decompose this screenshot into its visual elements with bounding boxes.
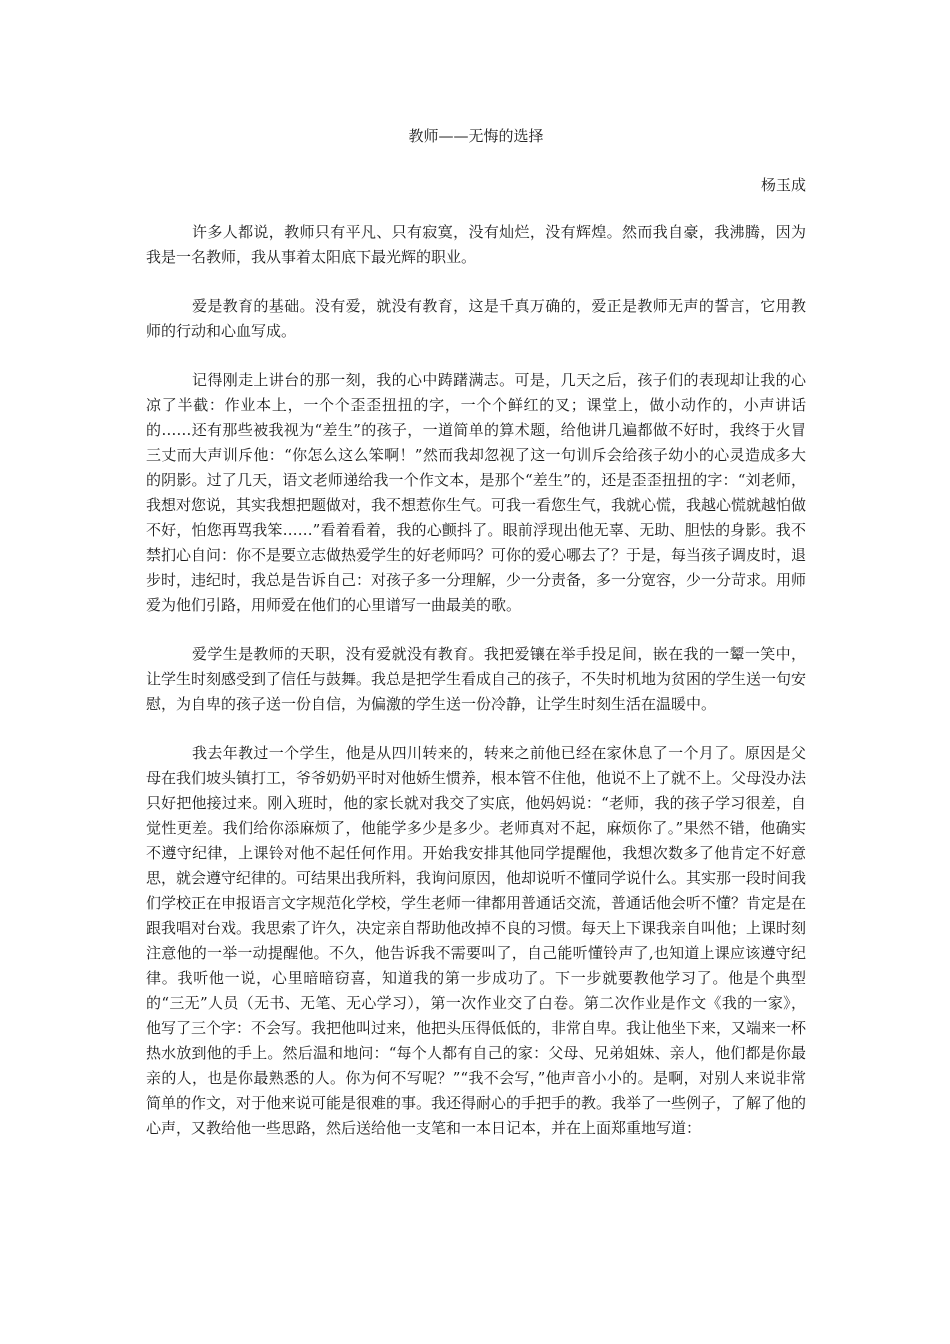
- paragraph-1: 许多人都说，教师只有平凡、只有寂寞，没有灿烂，没有辉煌。然而我自豪，我沸腾，因为我是一名教师，我从事着太阳底下最光辉的职业。: [146, 223, 806, 266]
- paragraph-5: 我去年教过一个学生，他是从四川转来的，转来之前他已经在家休息了一个月了。原因是父母在我们坡头镇打工，爷爷奶奶平时对他娇生惯养，根本管不住他，他说不上了就不上。父母没办法只好把他接过来。刚入班时，他的家长就对我交了实底，他妈妈说：“老师，我的孩子学习很差，自觉性更差。我们给你添麻烦了，他能学多少是多少。老师真对不起，麻烦你了。”果然不错，他确实不遵守纪律，上课铃对他不起任何作用。开始我安排其他同学提醒他，我想次数多了他肯定不好意思，就会遵守纪律的。可结果出我所料，我询问原因，他却说听不懂同学说什么。其实那一段时间我们学校正在申报语言文字规范化学校，学生老师一律都用普通话交流，普通话他会听不懂？肯定是在跟我唱对台戏。我思索了许久，决定亲自帮助他改掉不良的习惯。每天上下课我亲自叫他；上课时刻注意他的一举一动提醒他。不久，他告诉我不需要叫了，自己能听懂铃声了,也知道上课应该遵守纪律。我听他一说，心里暗暗窃喜，知道我的第一步成功了。下一步就要教他学习了。他是个典型的“三无”人员（无书、无笔、无心学习），第一次作业交了白卷。第二次作业是作文《我的一家》，他写了三个字：不会写。我把他叫过来，他把头压得低低的，非常自卑。我让他坐下来，又端来一杯热水放到他的手上。然后温和地问：“每个人都有自己的家：父母、兄弟姐妹、亲人，他们都是你最亲的人，也是你最熟悉的人。你为何不写呢？”“我不会写，”他声音小小的。是啊，对别人来说非常简单的作文，对于他来说可能是很难的事。我还得耐心的手把手的教。我举了一些例子，了解了他的心声，又教给他一些思路，然后送给他一支笔和一本日记本，并在上面郑重地写道：: [146, 744, 807, 1137]
- document-title: 教师——无悔的选择: [408, 127, 544, 145]
- document-page: [146, 124, 806, 1141]
- paragraph-3: 记得刚走上讲台的那一刻，我的心中踌躇满志。可是，几天之后，孩子们的表现却让我的心凉了半截：作业本上，一个个歪歪扭扭的字，一个个鲜红的叉；课堂上，做小动作的，小声讲话的……还有那些被我视为“差生”的孩子，一道简单的算术题，给他讲几遍都做不好时，我终于火冒三丈而大声训斥他：“你怎么这么笨啊！”然而我却忽视了这一句训斥会给孩子幼小的心灵造成多大的阴影。过了几天，语文老师递给我一个作文本，是那个“差生”的，还是歪歪扭扭的字：“刘老师，我想对您说，其实我想把题做对，我不想惹你生气。可我一看您生气，我就心慌，我越心慌就越怕做不好，怕您再骂我笨……”看着看着，我的心颤抖了。眼前浮现出他无辜、无助、胆怯的身影。我不禁扪心自问：你不是要立志做热爱学生的好老师吗？可你的爱心哪去了？于是，每当孩子调皮时，退步时，违纪时，我总是告诉自己：对孩子多一分理解，少一分责备，多一分宽容，少一分苛求。用师爱为他们引路，用师爱在他们的心里谱写一曲最美的歌。: [146, 371, 807, 614]
- paragraph-2: 爱是教育的基础。没有爱，就没有教育，这是千真万确的，爱正是教师无声的誓言，它用教师的行动和心血写成。: [146, 297, 806, 340]
- document-author: 杨玉成: [760, 176, 806, 194]
- paragraph-4: 爱学生是教师的天职，没有爱就没有教育。我把爱镶在举手投足间，嵌在我的一颦一笑中，让学生时刻感受到了信任与鼓舞。我总是把学生看成自己的孩子，不失时机地为贫困的学生送一句安慰，为自卑的孩子送一份自信，为偏激的学生送一份冷静，让学生时刻生活在温暖中。: [146, 645, 807, 713]
